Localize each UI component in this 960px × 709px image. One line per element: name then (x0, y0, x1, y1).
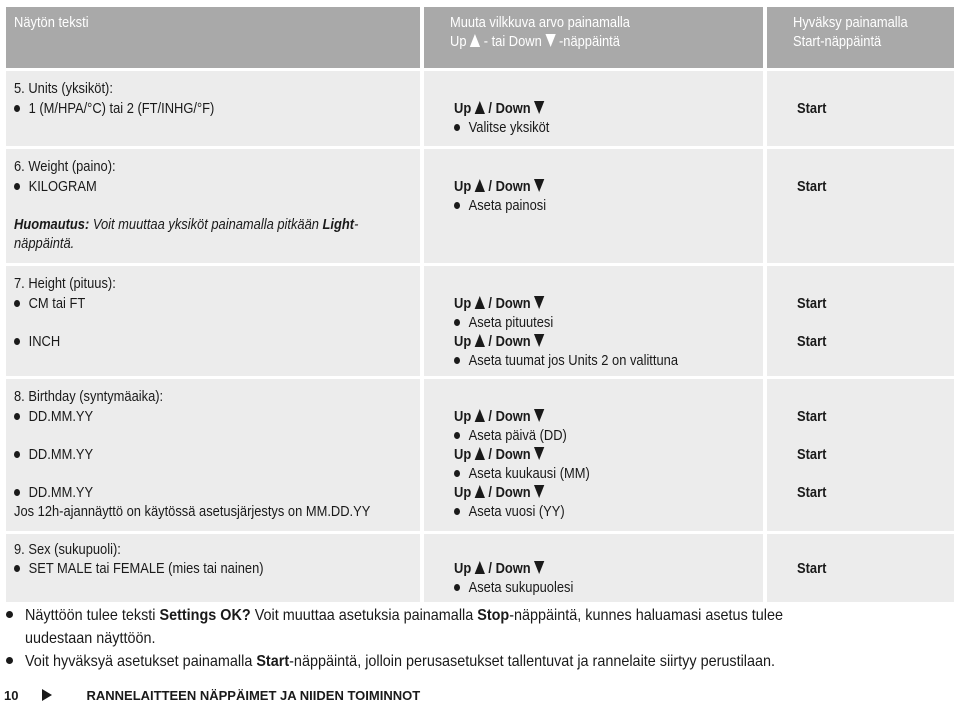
weight-keys: Up / Down (454, 177, 548, 196)
header-change-value (424, 7, 763, 68)
header-col1-label: Näytön teksti (14, 14, 89, 31)
birthday-item1: DD.MM.YY (14, 407, 93, 426)
table-row-units (6, 71, 954, 146)
birthday-hint2: Aseta kuukausi (MM) (454, 464, 590, 483)
birthday-item3: DD.MM.YY (14, 483, 93, 502)
birthday-item2: DD.MM.YY (14, 445, 93, 464)
bullet-icon (14, 489, 20, 496)
down-arrow-icon (534, 485, 544, 498)
note-settings-ok: Näyttöön tulee teksti Settings OK? Voit muuttaa asetuksia painamalla Stop-näppäintä, kunnes haluamasi asetus tulee (6, 605, 867, 626)
height-hint1: Aseta pituutesi (454, 313, 553, 332)
up-arrow-icon (475, 334, 485, 347)
page-number: 10 (4, 688, 19, 703)
up-arrow-icon (475, 101, 485, 114)
birthday-start3: Start (797, 484, 827, 501)
units-start: Start (797, 100, 827, 117)
bullet-icon (454, 584, 460, 591)
birthday-keys3: Up / Down (454, 483, 548, 502)
header-col2-line1: Muuta vilkkuva arvo painamalla (450, 14, 630, 31)
bullet-icon (14, 451, 20, 458)
bullet-icon (454, 470, 460, 477)
down-arrow-icon (534, 179, 544, 192)
header-col3-line1: Hyväksy painamalla (793, 14, 908, 31)
bullet-icon (6, 611, 13, 618)
header-col2-line2: Up - tai Down -näppäintä (450, 33, 620, 50)
weight-start: Start (797, 178, 827, 195)
height-start1: Start (797, 295, 827, 312)
sex-start: Start (797, 560, 827, 577)
birthday-keys1: Up / Down (454, 407, 548, 426)
height-title: 7. Height (pituus): (14, 275, 116, 292)
height-hint2: Aseta tuumat jos Units 2 on valittuna (454, 351, 678, 370)
up-arrow-icon (475, 447, 485, 460)
up-arrow-icon (475, 409, 485, 422)
up-arrow-icon (475, 296, 485, 309)
height-keys1: Up / Down (454, 294, 548, 313)
page-footer (4, 688, 420, 704)
sex-keys: Up / Down (454, 559, 548, 578)
bullet-icon (6, 657, 13, 664)
weight-title: 6. Weight (paino): (14, 158, 116, 175)
units-item: 1 (M/HPA/°C) tai 2 (FT/INHG/°F) (14, 99, 214, 118)
header-accept (767, 7, 954, 68)
down-arrow-icon (534, 409, 544, 422)
units-hint: Valitse yksiköt (454, 118, 549, 137)
up-arrow-icon (475, 485, 485, 498)
table-row-birthday (6, 379, 954, 531)
bullet-icon (14, 413, 20, 420)
weight-item: KILOGRAM (14, 177, 97, 196)
bullet-icon (14, 183, 20, 190)
birthday-keys2: Up / Down (454, 445, 548, 464)
height-item2: INCH (14, 332, 60, 351)
sex-title: 9. Sex (sukupuoli): (14, 541, 121, 558)
units-title: 5. Units (yksiköt): (14, 80, 113, 97)
weight-note-line2: näppäintä. (14, 235, 75, 252)
bullet-icon (14, 300, 20, 307)
bullet-icon (454, 357, 460, 364)
height-item1: CM tai FT (14, 294, 85, 313)
birthday-hint1: Aseta päivä (DD) (454, 426, 567, 445)
units-keys: Up / Down (454, 99, 548, 118)
down-arrow-icon (534, 334, 544, 347)
birthday-start2: Start (797, 446, 827, 463)
note-accept-settings: Voit hyväksyä asetukset painamalla Start-näppäintä, jolloin perusasetukset tallentuvat ja rannelaite siirtyy perustilaan. (6, 651, 858, 672)
header-display-text (6, 7, 420, 68)
down-arrow-icon (534, 101, 544, 114)
arrow-right-icon (42, 689, 52, 701)
down-arrow-icon (545, 34, 555, 47)
bullet-icon (14, 105, 20, 112)
birthday-start1: Start (797, 408, 827, 425)
up-arrow-icon (475, 561, 485, 574)
bullet-icon (14, 338, 20, 345)
sex-hint: Aseta sukupuolesi (454, 578, 573, 597)
height-start2: Start (797, 333, 827, 350)
height-keys2: Up / Down (454, 332, 548, 351)
bullet-icon (454, 202, 460, 209)
bullet-icon (454, 432, 460, 439)
note-settings-ok-line2: uudestaan näyttöön. (25, 630, 156, 647)
bullet-icon (454, 319, 460, 326)
down-arrow-icon (534, 561, 544, 574)
table-row-height (6, 266, 954, 376)
birthday-title: 8. Birthday (syntymäaika): (14, 388, 164, 405)
birthday-hint3: Aseta vuosi (YY) (454, 502, 565, 521)
header-col3-line2: Start-näppäintä (793, 33, 882, 50)
table-row-sex (6, 534, 954, 602)
down-arrow-icon (534, 296, 544, 309)
down-arrow-icon (534, 447, 544, 460)
sex-item: SET MALE tai FEMALE (mies tai nainen) (14, 559, 264, 578)
bullet-icon (454, 508, 460, 515)
weight-hint: Aseta painosi (454, 196, 546, 215)
birthday-note: Jos 12h-ajannäyttö on käytössä asetusjärjestys on MM.DD.YY (14, 503, 371, 520)
bullet-icon (454, 124, 460, 131)
section-title: RANNELAITTEEN NÄPPÄIMET JA NIIDEN TOIMINNOT (86, 688, 421, 703)
weight-note: Huomautus: Voit muuttaa yksiköt painamalla pitkään Light- (14, 216, 359, 233)
bullet-icon (14, 565, 20, 572)
table-row-weight (6, 149, 954, 263)
up-arrow-icon (475, 179, 485, 192)
up-arrow-icon (470, 34, 480, 47)
